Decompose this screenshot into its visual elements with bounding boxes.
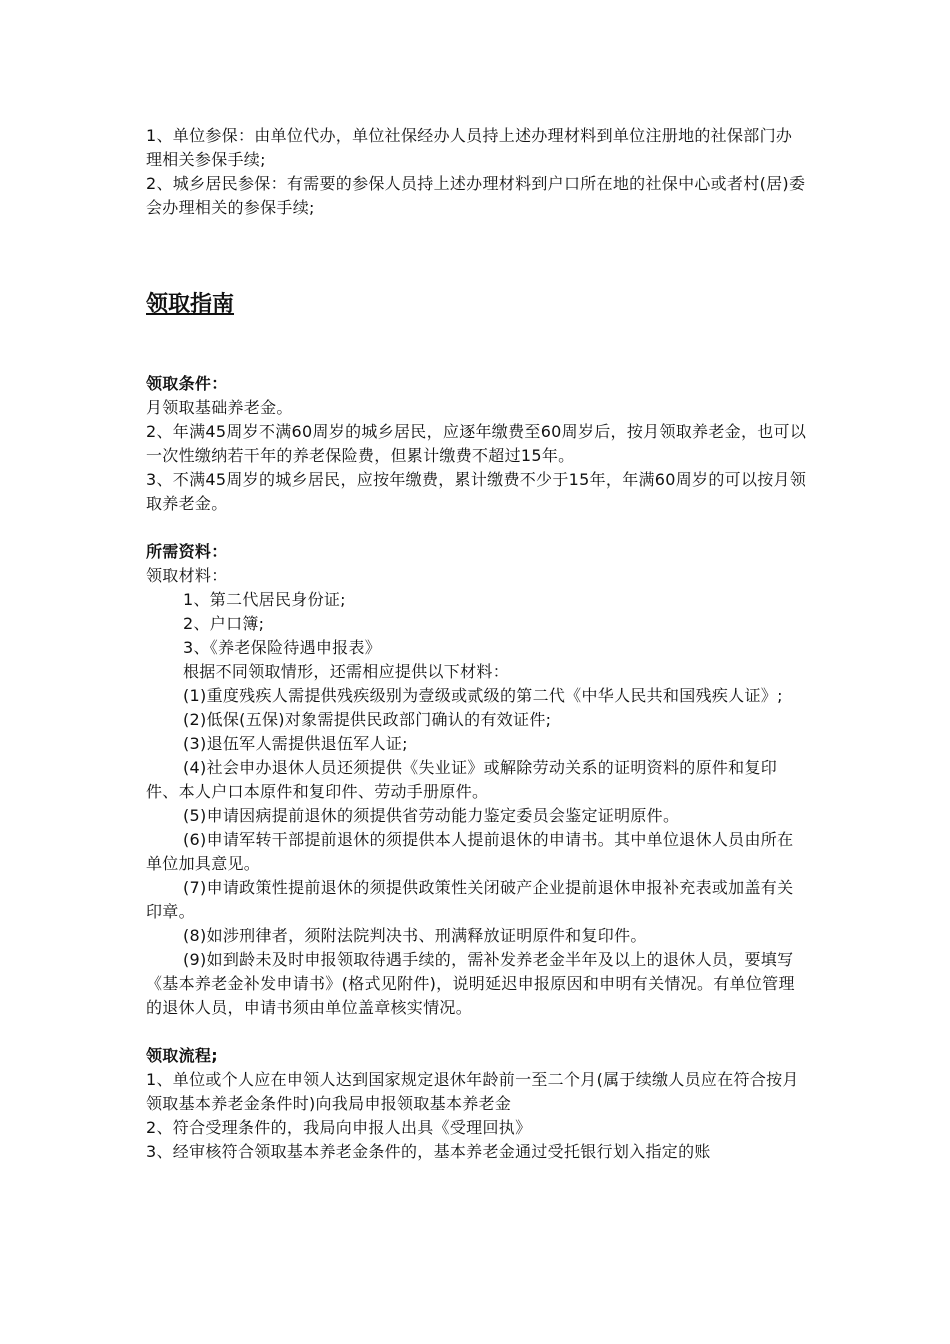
conditions-line: 3、不满45周岁的城乡居民，应按年缴费，累计缴费不少于15年，年满60周岁的可以按月领取养老金。 (146, 470, 807, 513)
intro-paragraph-2: 2、城乡居民参保：有需要的参保人员持上述办理材料到户口所在地的社保中心或者村(居)委会办理相关的参保手续; (146, 174, 806, 217)
materials-item: (1)重度残疾人需提供残疾级别为壹级或贰级的第二代《中华人民共和国残疾人证》; (183, 686, 783, 705)
materials-item: (7)申请政策性提前退休的须提供政策性关闭破产企业提前退休申报补充表或加盖有关印章。 (146, 878, 794, 921)
materials-item: (6)申请军转干部提前退休的须提供本人提前退休的申请书。其中单位退休人员由所在单位加具意见。 (146, 830, 794, 873)
materials-subtitle: 领取材料： (146, 566, 228, 585)
process-title: 领取流程; (146, 1046, 218, 1065)
document-page (146, 124, 808, 1164)
materials-item: 根据不同领取情形，还需相应提供以下材料： (183, 662, 510, 681)
materials-title: 所需资料： (146, 542, 228, 561)
materials-item: (9)如到龄未及时申报领取待遇手续的，需补发养老金半年及以上的退休人员，要填写《基本养老金补发申请书》(格式见附件)，说明延迟申报原因和申明有关情况。有单位管理的退休人员，申请书须由单位盖章核实情况。 (146, 950, 795, 1017)
process-line: 1、单位或个人应在申领人达到国家规定退休年龄前一至二个月(属于续缴人员应在符合按月领取基本养老金条件时)向我局申报领取基本养老金 (146, 1070, 799, 1113)
materials-item: 2、户口簿; (183, 614, 265, 633)
conditions-line: 月领取基础养老金。 (146, 398, 293, 417)
conditions-title: 领取条件： (146, 374, 228, 393)
materials-item: (8)如涉刑律者，须附法院判决书、刑满释放证明原件和复印件。 (183, 926, 647, 945)
materials-item: (5)申请因病提前退休的须提供省劳动能力鉴定委员会鉴定证明原件。 (183, 806, 680, 825)
process-line: 2、符合受理条件的，我局向申报人出具《受理回执》 (146, 1118, 532, 1137)
section-heading: 领取指南 (146, 292, 235, 317)
materials-item: 1、第二代居民身份证; (183, 590, 346, 609)
process-line: 3、经审核符合领取基本养老金条件的，基本养老金通过受托银行划入指定的账 (146, 1142, 711, 1161)
materials-item: (3)退伍军人需提供退伍军人证; (183, 734, 408, 753)
intro-paragraph-1: 1、单位参保：由单位代办，单位社保经办人员持上述办理材料到单位注册地的社保部门办理相关参保手续; (146, 126, 793, 169)
materials-item: (4)社会申办退休人员还须提供《失业证》或解除劳动关系的证明资料的原件和复印件、本人户口本原件和复印件、劳动手册原件。 (146, 758, 778, 801)
materials-item: 3、《养老保险待遇申报表》 (183, 638, 382, 657)
materials-item: (2)低保(五保)对象需提供民政部门确认的有效证件; (183, 710, 552, 729)
conditions-line: 2、年满45周岁不满60周岁的城乡居民，应逐年缴费至60周岁后，按月领取养老金，也可以一次性缴纳若干年的养老保险费，但累计缴费不超过15年。 (146, 422, 807, 465)
